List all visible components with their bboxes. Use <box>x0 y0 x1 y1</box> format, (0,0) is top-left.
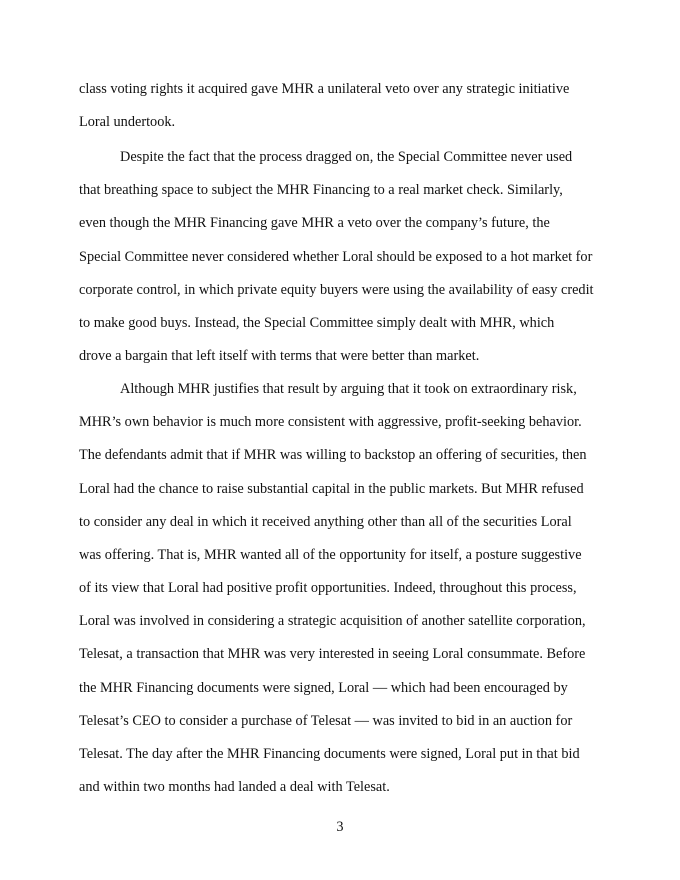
paragraph-3-line-13: and within two months had landed a deal with Telesat. <box>79 779 390 795</box>
paragraph-3-line-2: MHR’s own behavior is much more consistent with aggressive, profit-seeking behavior. <box>79 414 582 430</box>
page-number: 3 <box>336 819 344 835</box>
paragraph-3-line-11: Telesat’s CEO to consider a purchase of Telesat — was invited to bid in an auction for <box>79 713 573 729</box>
paragraph-3-line-12: Telesat. The day after the MHR Financing documents were signed, Loral put in that bid <box>79 746 580 762</box>
paragraph-3-line-1: Although MHR justifies that result by arguing that it took on extraordinary risk, <box>120 381 577 397</box>
paragraph-3-line-10: the MHR Financing documents were signed, Loral — which had been encouraged by <box>79 680 568 696</box>
paragraph-2-line-3: even though the MHR Financing gave MHR a veto over the company’s future, the <box>79 215 550 231</box>
paragraph-3-line-8: Loral was involved in considering a strategic acquisition of another satellite corporation, <box>79 613 586 629</box>
paragraph-2-line-1: Despite the fact that the process dragged on, the Special Committee never used <box>120 149 573 165</box>
paragraph-3-line-3: The defendants admit that if MHR was willing to backstop an offering of securities, then <box>79 447 587 463</box>
paragraph-1-line-1: class voting rights it acquired gave MHR a unilateral veto over any strategic initiative <box>79 81 570 97</box>
paragraph-2-line-6: to make good buys. Instead, the Special Committee simply dealt with MHR, which <box>79 315 555 331</box>
paragraph-2-line-2: that breathing space to subject the MHR Financing to a real market check. Similarly, <box>79 182 563 198</box>
paragraph-3-line-6: was offering. That is, MHR wanted all of the opportunity for itself, a posture suggestive <box>79 547 582 563</box>
paragraph-2-line-7: drove a bargain that left itself with terms that were better than market. <box>79 348 480 364</box>
paragraph-3-line-7: of its view that Loral had positive profit opportunities. Indeed, throughout this process, <box>79 580 577 596</box>
paragraph-2-line-4: Special Committee never considered whether Loral should be exposed to a hot market for <box>79 249 593 265</box>
paragraph-2-line-5: corporate control, in which private equity buyers were using the availability of easy credit <box>79 282 594 298</box>
paragraph-1-line-2: Loral undertook. <box>79 114 176 130</box>
paragraph-3-line-5: to consider any deal in which it received anything other than all of the securities Loral <box>79 514 572 530</box>
paragraph-3-line-9: Telesat, a transaction that MHR was very interested in seeing Loral consummate. Before <box>79 646 586 662</box>
paragraph-3-line-4: Loral had the chance to raise substantial capital in the public markets. But MHR refused <box>79 481 584 497</box>
